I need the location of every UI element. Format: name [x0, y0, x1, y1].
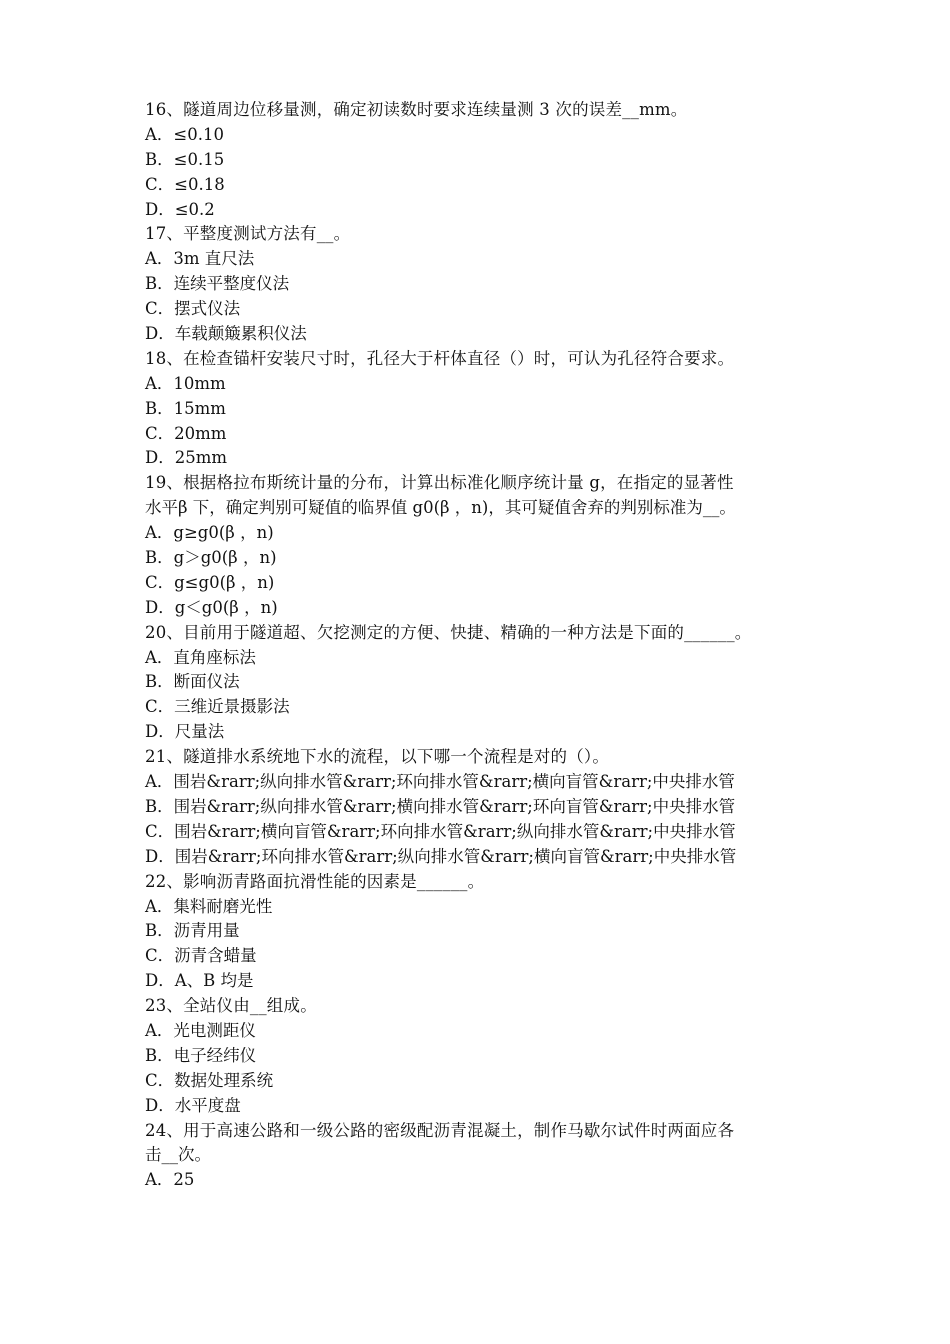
option-d: D．≤0.2 [145, 199, 215, 219]
question-stem-continued: 击__次。 [145, 1145, 211, 1165]
option-d: D．车载颠簸累积仪法 [145, 324, 307, 344]
document-page [145, 98, 815, 1193]
question-stem: 24、用于高速公路和一级公路的密级配沥青混凝土，制作马歇尔试件时两面应各 [145, 1120, 735, 1140]
option-a: A．集料耐磨光性 [145, 896, 273, 916]
question-stem: 23、全站仪由__组成。 [145, 996, 317, 1016]
option-d: D．25mm [145, 448, 228, 468]
option-d: D．围岩&rarr;环向排水管&rarr;纵向排水管&rarr;横向盲管&rarr;中央排水管 [145, 846, 737, 866]
option-b: B．电子经纬仪 [145, 1045, 257, 1065]
question-19 [145, 471, 815, 620]
option-d: D．A、B 均是 [145, 971, 254, 991]
question-23 [145, 994, 815, 1118]
question-stem: 18、在检查锚杆安装尺寸时，孔径大于杆体直径（）时，可认为孔径符合要求。 [145, 348, 735, 368]
question-16 [145, 98, 815, 222]
question-17 [145, 222, 815, 346]
option-a: A．10mm [145, 373, 226, 393]
option-b: B．断面仪法 [145, 672, 240, 692]
option-c: C．摆式仪法 [145, 299, 241, 319]
question-stem-continued: 水平β 下，确定判别可疑值的临界值 g0(β ，n)，其可疑值舍弃的判别标准为__。 [145, 498, 736, 518]
question-21 [145, 745, 815, 869]
option-a: A．g≥g0(β ，n) [145, 523, 274, 543]
option-d: D．水平度盘 [145, 1095, 241, 1115]
option-b: B．沥青用量 [145, 921, 240, 941]
option-a: A．≤0.10 [145, 124, 224, 144]
option-b: B．围岩&rarr;纵向排水管&rarr;横向排水管&rarr;环向盲管&rarr;中央排水管 [145, 796, 736, 816]
option-a: A．3m 直尺法 [145, 249, 255, 269]
option-b: B．连续平整度仪法 [145, 274, 290, 294]
option-a: A．围岩&rarr;纵向排水管&rarr;环向排水管&rarr;横向盲管&rarr;中央排水管 [145, 772, 735, 792]
option-c: C．围岩&rarr;横向盲管&rarr;环向排水管&rarr;纵向排水管&rarr;中央排水管 [145, 821, 736, 841]
option-c: C．数据处理系统 [145, 1070, 274, 1090]
option-c: C．g≤g0(β ，n) [145, 572, 275, 592]
option-d: D．尺量法 [145, 722, 225, 742]
question-stem: 16、隧道周边位移量测，确定初读数时要求连续量测 3 次的误差__mm。 [145, 100, 688, 119]
option-b: B．g＞g0(β ，n) [145, 548, 277, 568]
question-22 [145, 870, 815, 994]
option-b: B．15mm [145, 398, 226, 418]
option-c: C．20mm [145, 423, 227, 443]
question-stem: 17、平整度测试方法有__。 [145, 224, 351, 244]
question-stem: 20、目前用于隧道超、欠挖测定的方便、快捷、精确的一种方法是下面的______。 [145, 622, 752, 642]
option-c: C．≤0.18 [145, 174, 225, 194]
option-a: A．直角座标法 [145, 647, 256, 667]
option-a: A．光电测距仪 [145, 1020, 256, 1040]
option-c: C．三维近景摄影法 [145, 697, 290, 717]
question-stem: 21、隧道排水系统地下水的流程，以下哪一个流程是对的（）。 [145, 747, 610, 767]
question-18 [145, 347, 815, 471]
question-stem: 22、影响沥青路面抗滑性能的因素是______。 [145, 871, 485, 891]
question-stem: 19、根据格拉布斯统计量的分布，计算出标准化顺序统计量 g，在指定的显著性 [145, 473, 734, 493]
option-a: A．25 [145, 1170, 195, 1190]
option-b: B．≤0.15 [145, 149, 225, 169]
option-d: D．g＜g0(β ，n) [145, 597, 278, 617]
question-24 [145, 1119, 815, 1194]
question-20 [145, 621, 815, 745]
option-c: C．沥青含蜡量 [145, 946, 257, 966]
